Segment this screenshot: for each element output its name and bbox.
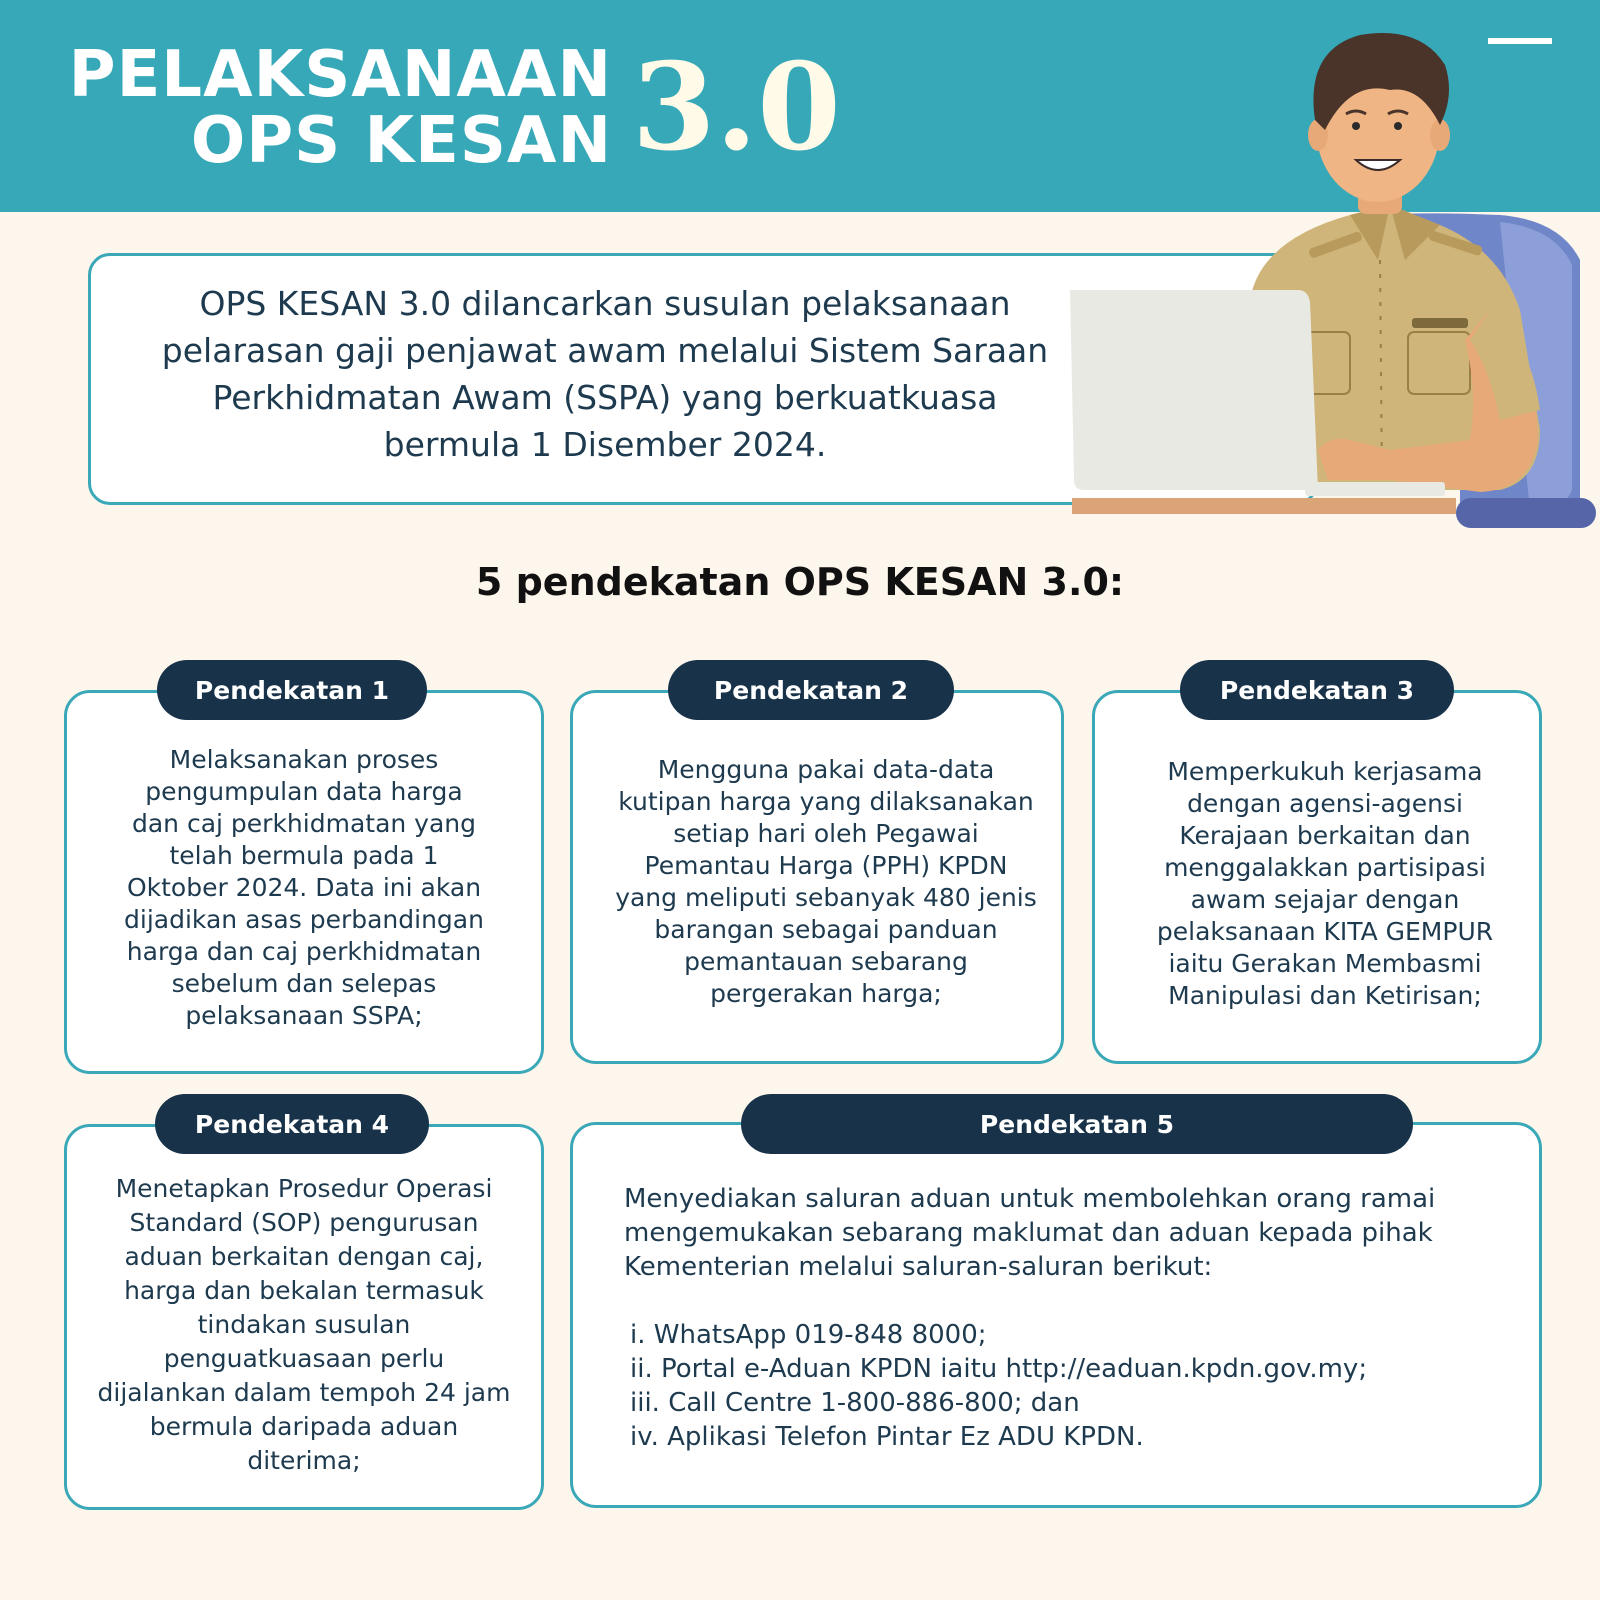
title-line-1: PELAKSANAAN: [68, 38, 612, 112]
channel-whatsapp: i. WhatsApp 019-848 8000;: [630, 1320, 987, 1350]
complaint-channel-list: [630, 1318, 1490, 1454]
approach-text-4: Menetapkan Prosedur Operasi Standard (SOP) pengurusan aduan berkaitan dengan caj, harga dan bekalan termasuk tindakan susulan penguatkuasaan perlu dijalankan dalam tempoh 24 jam bermula daripada aduan diterima;: [97, 1174, 511, 1475]
channel-app: iv. Aplikasi Telefon Pintar Ez ADU KPDN.: [630, 1422, 1144, 1452]
approach-text-3: Memperkukuh kerjasama dengan agensi-agensi Kerajaan berkaitan dan menggalakkan partisipasi awam sejajar dengan pelaksanaan KITA GEMPUR iaitu Gerakan Membasmi Manipulasi dan Ketirisan;: [1156, 757, 1494, 1010]
title-number: 3.0: [632, 37, 841, 178]
approach-text-1: Melaksanakan proses pengumpulan data harga dan caj perkhidmatan yang telah bermula pada 1 Oktober 2024. Data ini akan dijadikan asas perbandingan harga dan caj perkhidmatan sebelum dan selepas pelaksanaan SSPA;: [124, 745, 484, 1030]
page-title: [68, 38, 612, 178]
channel-call-centre: iii. Call Centre 1-800-886-800; dan: [630, 1388, 1080, 1418]
approach-text-5: Menyediakan saluran aduan untuk membolehkan orang ramai mengemukakan sebarang maklumat dan aduan kepada pihak Kementerian melalui saluran-saluran berikut:: [624, 1184, 1436, 1282]
intro-text: OPS KESAN 3.0 dilancarkan susulan pelaksanaan pelarasan gaji penjawat awam melalui Sistem Saraan Perkhidmatan Awam (SSPA) yang berkuatkuasa bermula 1 Disember 2024.: [161, 284, 1049, 464]
approach-label-4: Pendekatan 4: [155, 1094, 429, 1154]
title-line-2: OPS KESAN: [190, 104, 612, 178]
channel-portal: ii. Portal e-Aduan KPDN iaitu http://eaduan.kpdn.gov.my;: [630, 1354, 1368, 1384]
officer-at-laptop-illustration: [1060, 10, 1600, 530]
approach-label-2: Pendekatan 2: [668, 660, 954, 720]
section-heading: 5 pendekatan OPS KESAN 3.0:: [475, 560, 1125, 604]
approach-label-3: Pendekatan 3: [1180, 660, 1454, 720]
approach-label-1: Pendekatan 1: [157, 660, 427, 720]
approach-label-5: Pendekatan 5: [741, 1094, 1413, 1154]
approach-text-2: Mengguna pakai data-data kutipan harga yang dilaksanakan setiap hari oleh Pegawai Pemantau Harga (PPH) KPDN yang meliputi sebanyak 480 jenis barangan sebagai panduan pemantauan sebarang pergerakan harga;: [615, 755, 1037, 1008]
